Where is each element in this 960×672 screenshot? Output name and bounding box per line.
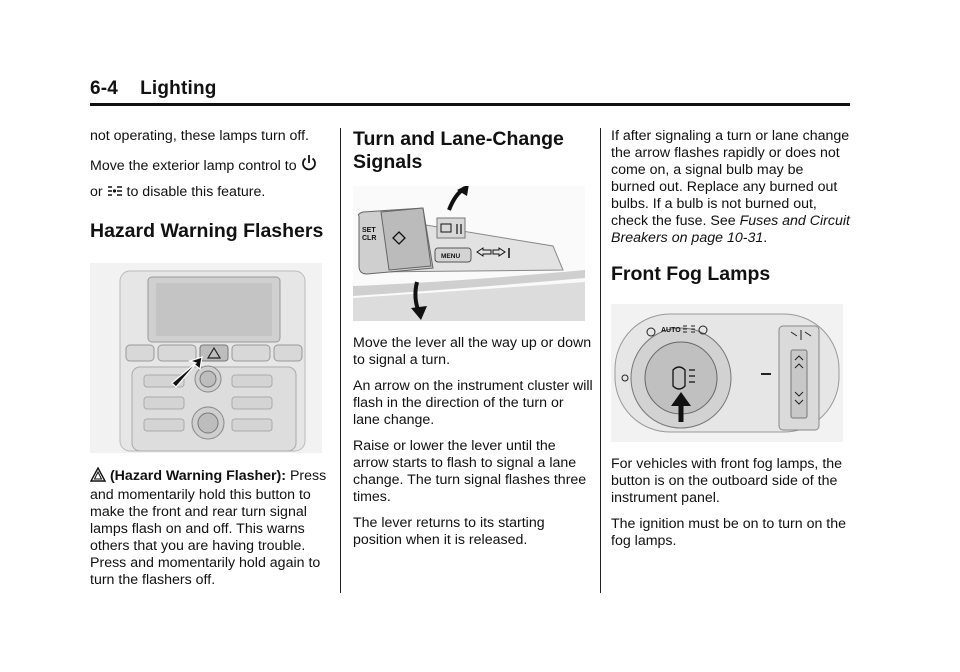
page-number: 6-4 [90, 78, 119, 99]
col3-paragraph-2: For vehicles with front fog lamps, the button is on the outboard side of the instrument panel. [611, 456, 843, 506]
hazard-triangle-icon [90, 467, 106, 487]
lever-set-label: SET [362, 227, 376, 234]
column-3 [611, 128, 851, 559]
hazard-term: (Hazard Warning Flasher): [109, 468, 287, 484]
col1-p2-text-b: or [90, 184, 103, 200]
fog-lamp-figure [611, 304, 843, 442]
section-title: Lighting [140, 78, 217, 99]
column-divider-2 [600, 128, 601, 593]
col2-paragraph-2: An arrow on the instrument cluster will flash in the direction of the turn or lane change. [353, 378, 593, 428]
col2-paragraph-1: Move the lever all the way up or down to signal a turn. [353, 335, 592, 368]
col1-paragraph-1: not operating, these lamps turn off. [90, 128, 309, 144]
column-2 [353, 128, 593, 558]
turn-signal-heading-line-2: Signals [353, 151, 423, 173]
col1-paragraph-2 [90, 154, 330, 206]
fog-lamps-heading: Front Fog Lamps [611, 263, 771, 285]
power-off-icon [301, 154, 317, 180]
hazard-body: Press and momentarily hold this button to make the front and rear turn signal lamps flash on and off. This warns others that you are having trouble. Press and momentarily hold again to turn the flashers off. [90, 468, 327, 588]
parking-lamp-icon [107, 182, 123, 206]
page-header [90, 78, 850, 108]
turn-signal-figure [353, 186, 585, 321]
fog-switch-auto-label: AUTO [661, 327, 681, 334]
column-1 [90, 128, 330, 598]
col1-p2-text-a: Move the exterior lamp control to [90, 158, 297, 174]
hazard-heading: Hazard Warning Flashers [90, 220, 324, 242]
col3-paragraph-1 [611, 128, 851, 247]
fuses-reference-link[interactable]: Fuses and Circuit Breakers on page 10-31 [611, 213, 850, 246]
column-divider-1 [340, 128, 341, 593]
header-rule [90, 103, 850, 106]
col3-p1-text: If after signaling a turn or lane change the arrow flashes rapidly or does not come on, a signal bulb may be burned out. Replace any burned out bulbs. If a bulb is not burned out, check the fuse. See [611, 128, 850, 229]
hazard-figure [90, 263, 322, 453]
col1-p2-text-c: to disable this feature. [126, 184, 266, 200]
col2-paragraph-3: Raise or lower the lever until the arrow starts to flash to signal a lane change. The turn signal flashes three times. [353, 438, 587, 505]
col3-paragraph-3: The ignition must be on to turn on the fog lamps. [611, 516, 847, 549]
turn-signal-heading [353, 128, 593, 174]
hazard-definition [90, 467, 330, 589]
col3-p1-end: . [763, 230, 768, 246]
lever-menu-label: MENU [441, 253, 461, 260]
lever-clr-label: CLR [362, 235, 377, 242]
col2-paragraph-4: The lever returns to its starting position when it is released. [353, 515, 545, 548]
turn-signal-heading-line-1: Turn and Lane-Change [353, 128, 564, 150]
